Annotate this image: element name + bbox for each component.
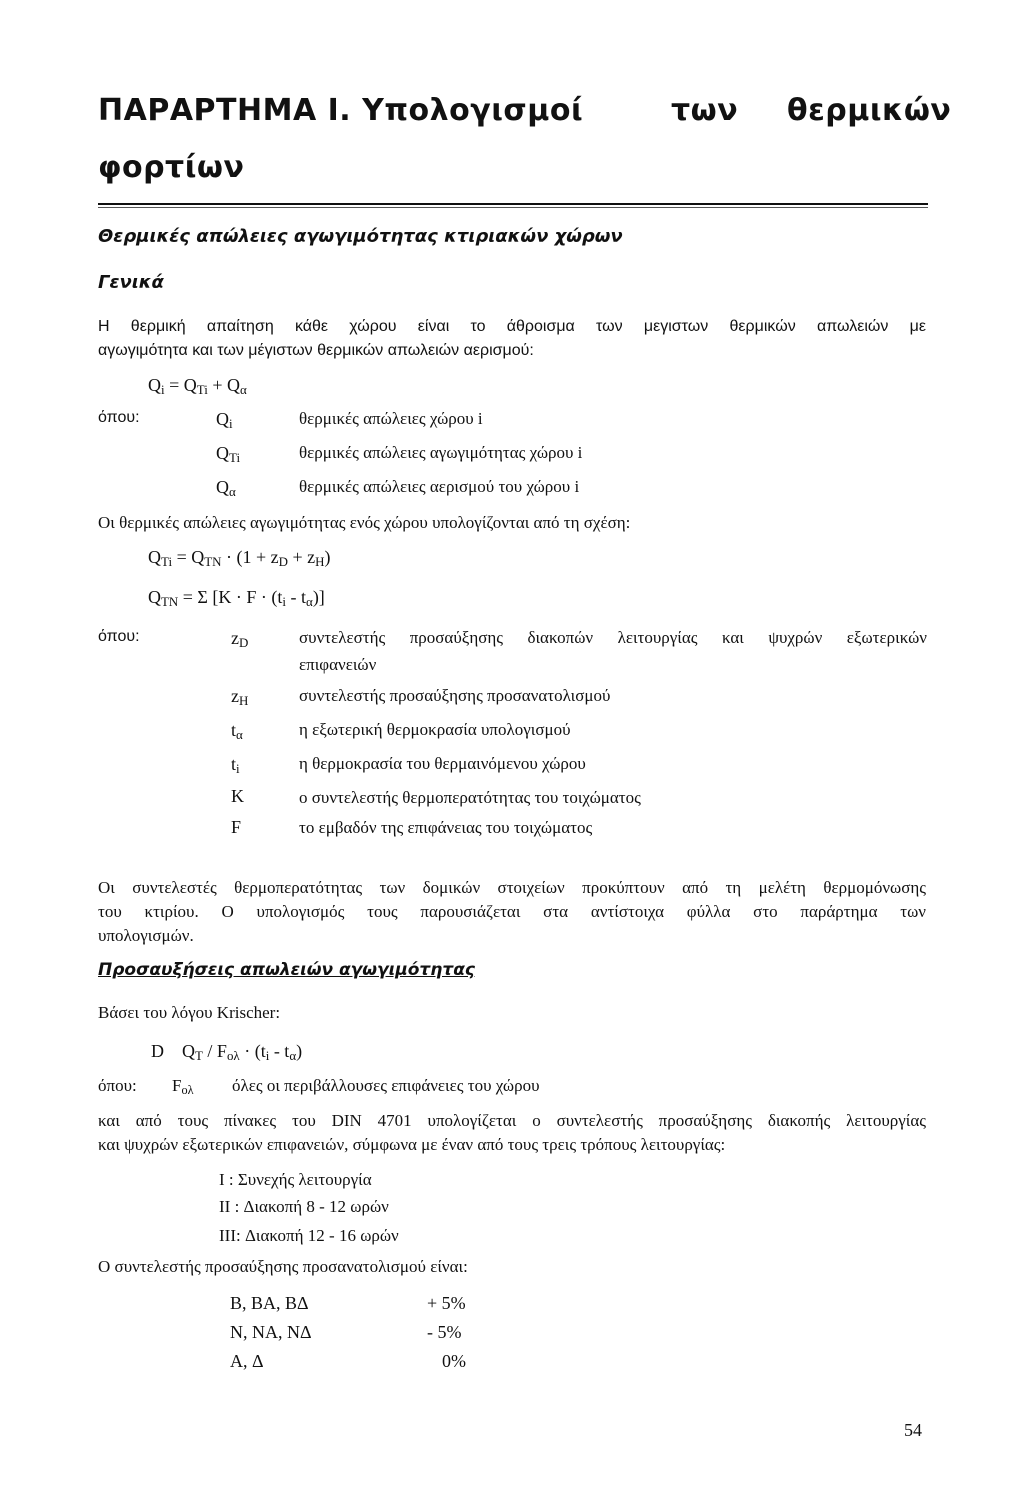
equation-qti: $Q_{Ti} = Q_{TN} \cdot (1 + z_D + z_H)$ <box>148 547 331 569</box>
subsection-heading: Γενικά <box>98 272 164 293</box>
intro-paragraph-line2: αγωγιμότητα και των μέγιστων θερμικών απωλειών αερισμού: <box>98 342 534 359</box>
title-part2: των <box>671 93 739 128</box>
def2-desc-ti: η θερμοκρασία του θερμαινόμενου χώρου <box>299 754 586 773</box>
mode-item: III: Διακοπή 12 - 16 ωρών <box>219 1226 399 1245</box>
orient-val: 0% <box>442 1351 466 1371</box>
def-desc-qa: θερμικές απώλειες αερισμού του χώρου i <box>299 477 580 496</box>
para2-line2: του κτιρίου. Ο υπολογισμός τους παρουσιάζεται στα αντίστοιχα φύλλα στο παράρτημα των <box>98 902 926 921</box>
def2-symbol-zd: $z_D$ <box>231 628 249 650</box>
def-symbol-qi: $Q_i$ <box>216 409 233 431</box>
krischer-formula: D $Q_T / F_{o\lambda} \cdot (t_i - t_\alpha)$ <box>151 1041 303 1063</box>
title-rule <box>98 203 928 205</box>
def-desc-qti: θερμικές απώλειες αγωγιμότητας χώρου i <box>299 443 583 462</box>
orient-val: + 5% <box>427 1293 466 1313</box>
mode-item: II : Διακοπή 8 - 12 ωρών <box>219 1197 389 1216</box>
title-part1: ΠΑΡΑΡΤΗΜΑ Ι. Υπολογισμοί <box>98 93 584 128</box>
where-label-3: όπου: <box>98 1076 137 1095</box>
def-symbol-qa: $Q_\alpha$ <box>216 477 236 499</box>
where-label-2: όπου: <box>98 628 140 645</box>
orient-val: - 5% <box>427 1322 462 1342</box>
page-title <box>98 93 583 128</box>
section2-heading: Προσαυξήσεις απωλειών αγωγιμότητας <box>98 960 475 980</box>
def2-desc-zd: συντελεστής προσαύξησης διακοπών λειτουργίας και ψυχρών εξωτερικών <box>299 628 927 647</box>
equation-qtn: $Q_{TN} = \Sigma$ $[K \cdot F \cdot (t_i - t_\alpha)]$ <box>148 587 325 609</box>
orient-dirs: B, BA, BΔ <box>230 1293 309 1313</box>
krischer-intro: Βάσει του λόγου Krischer: <box>98 1003 281 1022</box>
title-line2: φορτίων <box>98 150 245 185</box>
def2-desc-ta: η εξωτερική θερμοκρασία υπολογισμού <box>299 720 571 739</box>
def2-symbol-k: K <box>231 786 244 806</box>
section-heading: Θερμικές απώλειες αγωγιμότητας κτιριακών χώρων <box>98 226 623 247</box>
orient-dirs: N, NA, NΔ <box>230 1322 312 1342</box>
where-label: όπου: <box>98 409 140 426</box>
def2-desc-zh: συντελεστής προσαύξησης προσανατολισμού <box>299 686 611 705</box>
def-symbol-qti: $Q_{Ti}$ <box>216 443 241 465</box>
page-number: 54 <box>904 1420 922 1440</box>
din-para-line1: και από τους πίνακες του DIN 4701 υπολογίζεται ο συντελεστής προσαύξησης διακοπής λειτουργίας <box>98 1111 926 1130</box>
def2-symbol-f: F <box>231 817 242 837</box>
din-para-line2: και ψυχρών εξωτερικών επιφανειών, σύμφωνα με έναν από τους τρεις τρόπους λειτουργίας: <box>98 1135 726 1154</box>
def3-desc-fol: όλες οι περιβάλλουσες επιφάνειες του χώρου <box>232 1076 540 1095</box>
para2-line1: Οι συντελεστές θερμοπερατότητας των δομικών στοιχείων προκύπτουν από τη μελέτη θερμομόνωσης <box>98 878 926 897</box>
title-part3: θερμικών <box>787 93 952 128</box>
def3-symbol-fol: $F_{o\lambda}$ <box>172 1076 194 1097</box>
def2-desc-k: ο συντελεστής θερμοπερατότητας του τοιχώματος <box>299 788 641 807</box>
def2-symbol-ti: $t_i$ <box>231 754 240 776</box>
orient-dirs: A, Δ <box>230 1351 264 1371</box>
def2-symbol-ta: $t_\alpha$ <box>231 720 243 742</box>
relation-text: Οι θερμικές απώλειες αγωγιμότητας ενός χώρου υπολογίζονται από τη σχέση: <box>98 513 631 532</box>
def-desc-qi: θερμικές απώλειες χώρου i <box>299 409 483 428</box>
intro-paragraph-line1: Η θερμική απαίτηση κάθε χώρου είναι το άθροισμα των μεγιστων θερμικών απωλειών με <box>98 318 926 335</box>
def2-desc-f: το εμβαδόν της επιφάνειας του τοιχώματος <box>299 818 593 837</box>
title-rule-thin <box>98 207 928 208</box>
para2-line3: υπολογισμών. <box>98 926 194 945</box>
def2-symbol-zh: $z_H$ <box>231 686 249 708</box>
formula-main: $Q_i = Q_{Ti} + Q_\alpha$ <box>148 375 247 397</box>
orient-text: Ο συντελεστής προσαύξησης προσανατολισμού είναι: <box>98 1257 468 1276</box>
def2-desc-zd-cont: επιφανειών <box>299 655 377 674</box>
mode-item: I : Συνεχής λειτουργία <box>219 1170 372 1189</box>
